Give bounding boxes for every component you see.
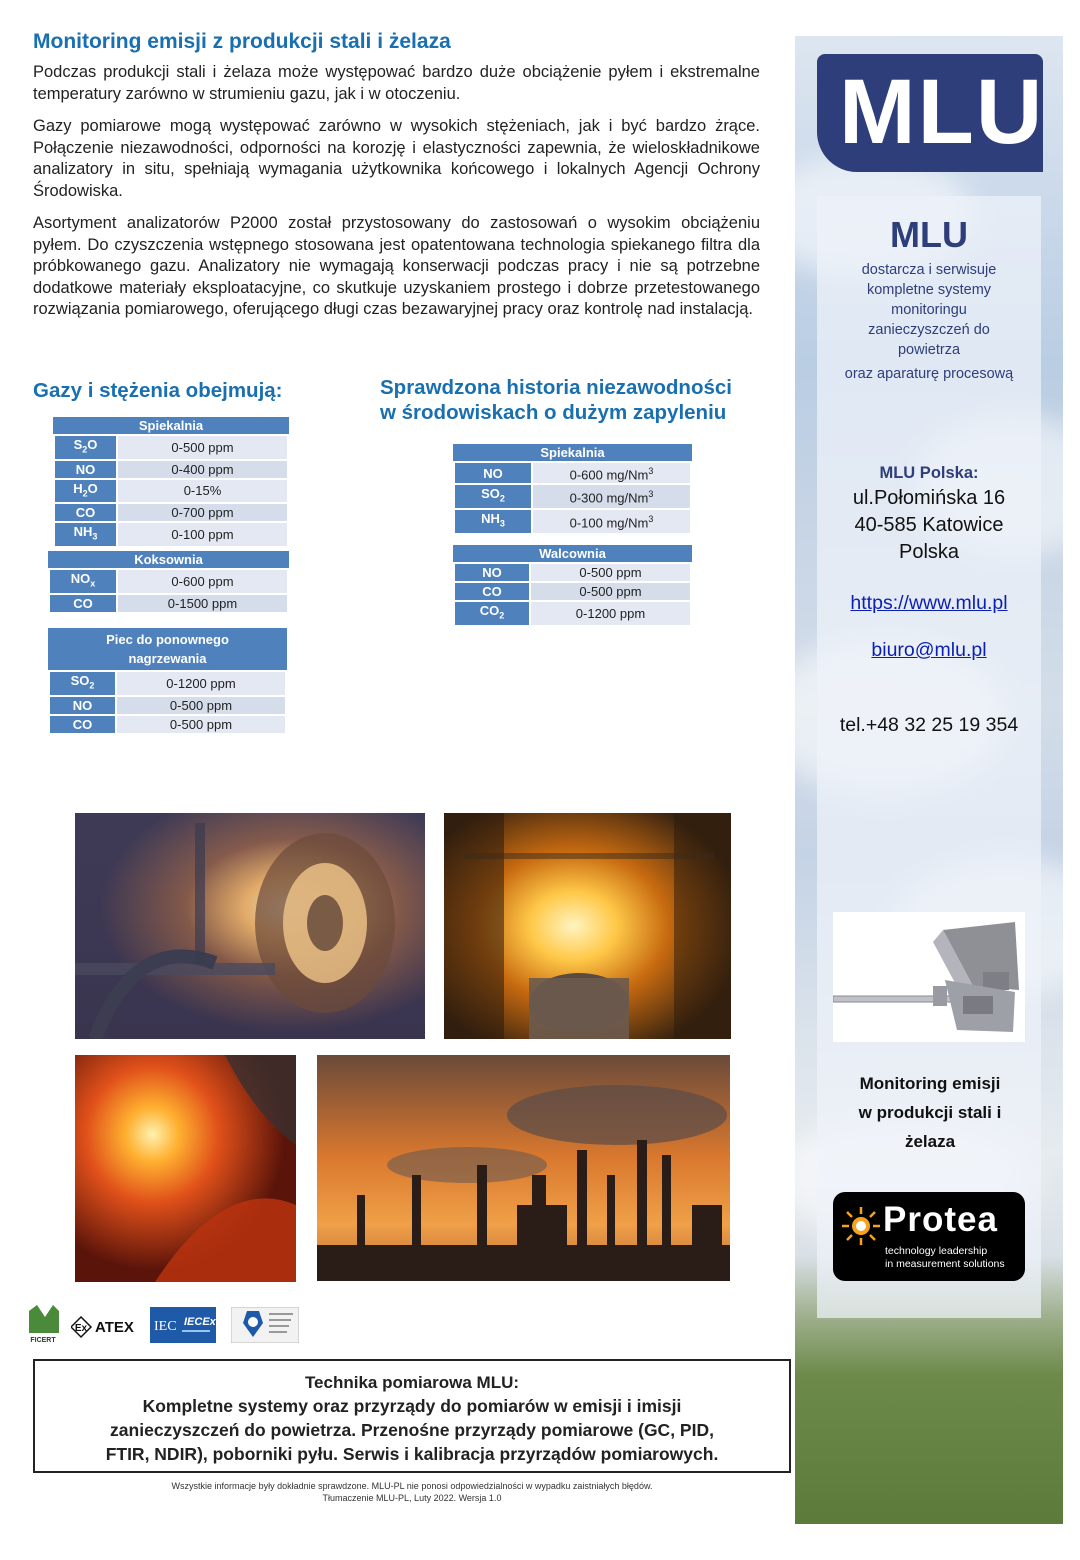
table-row (55, 461, 287, 478)
intro-paragraph-2: Gazy pomiarowe mogą występować zarówno w wysokich stężeniach, jak i być bardzo żrące. Połączenie niezawodności, odporności na korozję i elastyczności zapewnia, że wieloskładnikowe analizatory in situ, spełniają wymagania użytkownika końcowego i lokalnych Agencji Ochrony Środowiska. (33, 117, 760, 200)
gas-table-spiekalnia-2 (453, 444, 692, 535)
ficert-logo-icon (25, 1303, 61, 1347)
table-row (455, 485, 690, 508)
caption-line: żelaza (904, 1132, 956, 1151)
address-heading: MLU Polska: (879, 464, 979, 482)
gas-name: NO (455, 564, 529, 581)
services-heading: Technika pomiarowa MLU: (304, 1373, 520, 1392)
photo-steel-mill-machinery (75, 813, 425, 1039)
tuv-certificate-icon (231, 1307, 299, 1343)
services-line-3: FTIR, NDIR), poborniki pyłu. Serwis i kalibracja przyrządów pomiarowych. (105, 1444, 719, 1464)
caption-line: w produkcji stali i (858, 1103, 1002, 1122)
reliability-title-line-1: Sprawdzona historia niezawodności (380, 376, 732, 399)
protea-sun-icon (841, 1206, 881, 1246)
phone-number: tel.+48 32 25 19 354 (839, 714, 1019, 736)
gas-name: CO (50, 595, 116, 612)
svg-text:Ex: Ex (74, 1323, 88, 1334)
gas-range: 0-400 ppm (118, 461, 287, 478)
mlu-logo-text: MLU (839, 61, 1045, 163)
atex-label: ATEX (95, 1319, 134, 1336)
desc-line: powietrza (897, 342, 961, 358)
gas-name: $SO_2$ (455, 485, 531, 508)
desc-line: monitoringu (891, 302, 967, 318)
gas-range: 0-1200 ppm (117, 672, 285, 695)
gas-name: $S_2O$ (55, 436, 116, 459)
gas-table-koksownia (48, 551, 289, 614)
gas-name: $SO_2$ (50, 672, 115, 695)
email-link[interactable]: biuro@mlu.pl (871, 639, 987, 661)
caption-line: Monitoring emisji (859, 1074, 1001, 1093)
services-line-2: zanieczyszczeń do powietrza. Przenośne przyrządy pomiarowe (GC, PID, (110, 1420, 714, 1440)
address (817, 485, 1041, 566)
gas-name: $CO_2$ (455, 602, 529, 625)
iecex-logo-icon (150, 1307, 216, 1343)
gas-range: 0-500 ppm (531, 564, 690, 581)
protea-tagline-1: technology leadership (885, 1245, 988, 1257)
intro-paragraph-3: Asortyment analizatorów P2000 został przystosowany do zastosowań o wysokim obciążeniu pyłem. Do czyszczenia wstępnego stosowana jest opatentowana technologia spiekanego filtra dla próbkowanego gazu. Analizatory nie wymagają konserwacji podczas pracy i nie są potrzebne dodatkowe materiały eksploatacyjne, co skutkuje uzyskaniem prostego i dobrze przetestowanego rozwiązania pomiarowego, oferującego długi czas bezawaryjnej pracy oraz kontrolę nad instalacją. (33, 214, 760, 318)
disclaimer-line-1: Wszystkie informacje były dokładnie sprawdzone. MLU-PL nie ponosi odpowiedzialności w wypadku zaistniałych błędów. (171, 1481, 653, 1491)
table-caption: Spiekalnia (453, 444, 692, 461)
company-name: MLU (890, 214, 968, 255)
table-row (50, 570, 287, 593)
disclaimer-line-2: Tłumaczenie MLU-PL, Luty 2022. Wersja 1.0 (322, 1493, 502, 1503)
photo-molten-steel-pour (444, 813, 731, 1039)
photo-ladle-fire (75, 1055, 296, 1282)
table-row (455, 583, 690, 600)
main-content (33, 30, 760, 332)
gas-range: 0-15% (118, 480, 287, 503)
address-street: ul.Połomińska 16 (852, 487, 1006, 509)
desc-line: zanieczyszczeń do (868, 322, 990, 338)
table-caption: Walcownia (453, 545, 692, 562)
gas-table-piec (48, 628, 287, 735)
table-row (455, 510, 690, 533)
gas-name: NO (455, 463, 531, 483)
page-title: Monitoring emisji z produkcji stali i żelaza (33, 30, 451, 53)
iec-label: IEC (154, 1319, 177, 1334)
table-caption: Koksownia (48, 551, 289, 568)
protea-tagline (885, 1245, 1005, 1271)
company-description (817, 260, 1041, 360)
iecex-label: IECEx (184, 1316, 216, 1328)
website-link[interactable]: https://www.mlu.pl (850, 592, 1008, 614)
gas-range: 0-500 ppm (117, 697, 285, 714)
protea-tagline-2: in measurement solutions (885, 1258, 1005, 1270)
gas-range: 0-500 ppm (118, 436, 287, 459)
gas-name: $NH_3$ (455, 510, 531, 533)
gases-section-title: Gazy i stężenia obejmują: (33, 379, 283, 402)
mlu-logo (817, 54, 1043, 172)
table-row (455, 602, 690, 625)
protea-logo (833, 1192, 1025, 1281)
gas-name: CO (55, 504, 116, 521)
gas-range: 0-600 mg/Nm$^3$ (533, 463, 690, 483)
table-caption: Piec do ponownego nagrzewania (48, 628, 287, 670)
sidebar-banner (795, 36, 1063, 1524)
table-row (55, 436, 287, 459)
gas-name: $NO_x$ (50, 570, 116, 593)
gas-range: 0-100 mg/Nm$^3$ (533, 510, 690, 533)
sidebar-caption (823, 1069, 1037, 1156)
table-row (55, 480, 287, 503)
atex-logo-icon (71, 1315, 137, 1339)
gas-range: 0-1500 ppm (118, 595, 287, 612)
gas-name: $NH_3$ (55, 523, 116, 546)
table-row (55, 523, 287, 546)
gas-table-walcownia (453, 545, 692, 627)
footer-disclaimer (33, 1480, 791, 1504)
table-row (50, 672, 285, 695)
address-country: Polska (898, 541, 960, 563)
desc-line: dostarcza i serwisuje (861, 262, 997, 278)
table-row (55, 504, 287, 521)
desc-line: kompletne systemy (866, 282, 992, 298)
gas-name: CO (50, 716, 115, 733)
table-row (50, 595, 287, 612)
gas-table-spiekalnia (53, 417, 289, 548)
gas-name: CO (455, 583, 529, 600)
reliability-title-line-2: w środowiskach o dużym zapyleniu (380, 401, 727, 424)
table-row (455, 463, 690, 483)
protea-name: Protea (883, 1200, 998, 1239)
analyzer-product-image (833, 912, 1025, 1042)
gas-name: NO (55, 461, 116, 478)
ficert-label: FICERT (30, 1337, 56, 1344)
photo-industrial-skyline-sunset (317, 1055, 730, 1281)
mlu-services-box (33, 1359, 791, 1473)
table-row (50, 716, 285, 733)
gas-range: 0-300 mg/Nm$^3$ (533, 485, 690, 508)
table-row (455, 564, 690, 581)
company-description-last: oraz aparaturę procesową (844, 366, 1014, 382)
intro-paragraph-1: Podczas produkcji stali i żelaza może występować bardzo duże obciążenie pyłem i ekstremalne temperatury zarówno w strumieniu gazu, jak i w otoczeniu. (33, 63, 760, 103)
table-row (50, 697, 285, 714)
gas-range: 0-500 ppm (117, 716, 285, 733)
reliability-section-title (380, 375, 732, 425)
table-caption: Spiekalnia (53, 417, 289, 434)
gas-range: 0-1200 ppm (531, 602, 690, 625)
services-line-1: Kompletne systemy oraz przyrządy do pomiarów w emisji i imisji (142, 1396, 682, 1416)
certification-logos (25, 1303, 315, 1349)
gas-range: 0-100 ppm (118, 523, 287, 546)
gas-range: 0-600 ppm (118, 570, 287, 593)
gas-range: 0-700 ppm (118, 504, 287, 521)
gas-name: NO (50, 697, 115, 714)
address-city: 40-585 Katowice (854, 514, 1004, 536)
gas-range: 0-500 ppm (531, 583, 690, 600)
gas-name: $H_2O$ (55, 480, 116, 503)
